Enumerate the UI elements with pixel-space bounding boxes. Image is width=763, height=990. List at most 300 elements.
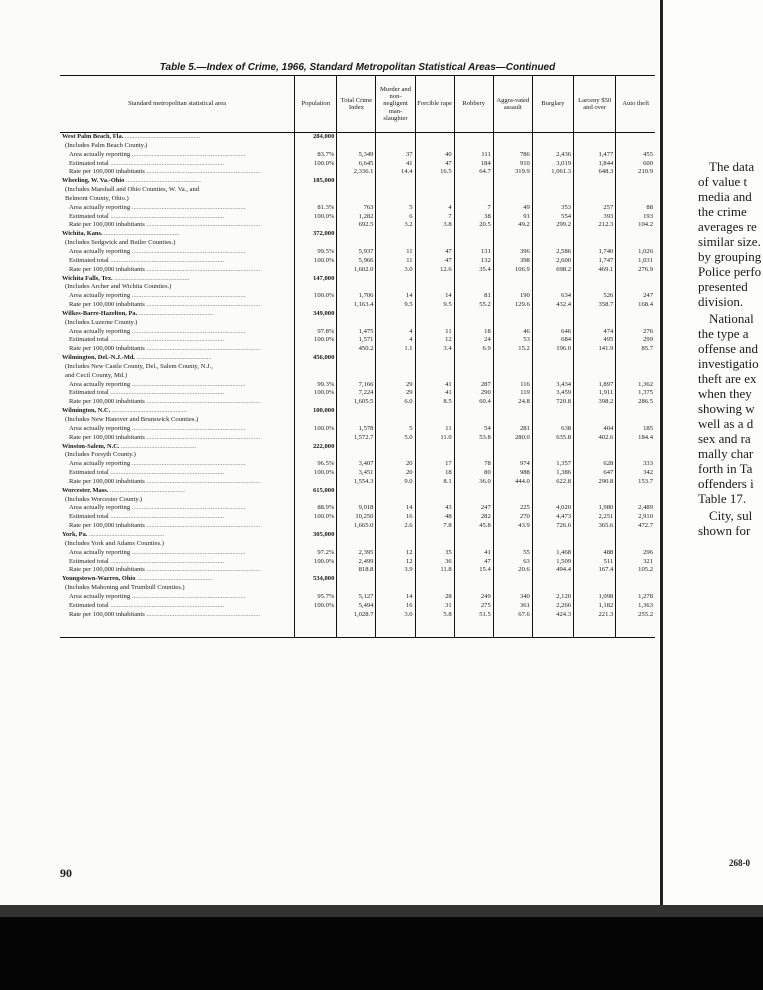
empty-cell: [493, 407, 532, 416]
empty-cell: [415, 531, 454, 540]
row-label-cell: [60, 425, 295, 434]
row-value: 1,605.5: [337, 398, 376, 407]
row-value: 20: [376, 469, 415, 478]
row-value: 14.4: [376, 168, 415, 177]
empty-cell: [616, 283, 655, 292]
empty-cell: [574, 628, 616, 637]
area-note-row: [60, 186, 655, 195]
empty-cell: [616, 372, 655, 381]
facing-page-line: similar size.: [698, 234, 761, 249]
empty-cell: [415, 487, 454, 496]
row-value: 5.0: [376, 434, 415, 443]
area-name: Worcester, Mass. .....: [62, 487, 185, 494]
empty-cell: [415, 407, 454, 416]
row-value: 635.8: [532, 434, 573, 443]
row-value: 5: [376, 425, 415, 434]
row-value: 12: [376, 549, 415, 558]
table-row: [60, 221, 655, 230]
table-row: [60, 345, 655, 354]
empty-cell: [376, 310, 415, 319]
row-value: 7.8: [415, 522, 454, 531]
row-value: 1,602.0: [337, 266, 376, 275]
empty-cell: [454, 354, 493, 363]
area-population: 185,000: [295, 177, 337, 186]
empty-cell: [493, 195, 532, 204]
row-value: 726.6: [532, 522, 573, 531]
row-value: 353: [532, 204, 573, 213]
empty-cell: [337, 142, 376, 151]
area-name: Wilmington, N.C. .....: [62, 407, 187, 414]
empty-cell: [493, 363, 532, 372]
area-note: (Includes New Hanover and Brunswick Counties.): [65, 416, 199, 423]
empty-cell: [295, 496, 337, 505]
row-value: 404: [574, 425, 616, 434]
empty-cell: [376, 628, 415, 637]
empty-cell: [532, 628, 573, 637]
row-value: 12: [415, 336, 454, 345]
row-label-cell: [60, 292, 295, 301]
row-value: 88: [616, 204, 655, 213]
row-value: 1,362: [616, 381, 655, 390]
table-row: [60, 504, 655, 513]
area-row: [60, 310, 655, 319]
empty-cell: [454, 275, 493, 284]
row-label: Rate per 100,000 inhabitants .....: [69, 168, 260, 175]
table-spacer-row: [60, 628, 655, 637]
row-label-cell: [60, 381, 295, 390]
row-value: 35: [415, 549, 454, 558]
table-row: [60, 513, 655, 522]
area-row: [60, 575, 655, 584]
row-value: 106.9: [493, 266, 532, 275]
row-value: 1,098: [574, 593, 616, 602]
col-header-total: Total Crime Index: [337, 76, 376, 133]
area-note: (Includes Forsyth County.): [65, 451, 136, 459]
row-label-cell: [60, 301, 295, 310]
row-value: 1,665.0: [337, 522, 376, 531]
row-value: 78: [454, 460, 493, 469]
table-row: [60, 336, 655, 345]
row-value: 290: [454, 389, 493, 398]
empty-cell: [493, 275, 532, 284]
empty-cell: [295, 195, 337, 204]
row-value: 116: [493, 381, 532, 390]
row-value: 1,571: [337, 336, 376, 345]
area-note: (Includes Archer and Wichita Counties.): [65, 283, 172, 291]
area-name: York, Pa. .....: [62, 531, 164, 538]
empty-cell: [415, 372, 454, 381]
empty-cell: [337, 416, 376, 425]
facing-page-line: when they: [698, 386, 752, 401]
row-value: 43.9: [493, 522, 532, 531]
row-value: 2,395: [337, 549, 376, 558]
row-label-cell: [60, 160, 295, 169]
row-value: 51.5: [454, 611, 493, 620]
row-value: 396: [493, 248, 532, 257]
area-row: [60, 177, 655, 186]
row-value: 1,363: [616, 602, 655, 611]
empty-cell: [574, 372, 616, 381]
row-value: 16: [376, 602, 415, 611]
row-value: 18: [454, 328, 493, 337]
table-row: [60, 301, 655, 310]
row-value: 3,019: [532, 160, 573, 169]
area-row: [60, 275, 655, 284]
row-value: 1,357: [532, 460, 573, 469]
empty-cell: [616, 584, 655, 593]
col-header-murder: Murder and non-negligent man-slaughter: [376, 76, 415, 133]
row-pct: 100.0%: [295, 160, 337, 169]
empty-cell: [454, 186, 493, 195]
empty-cell: [60, 619, 295, 628]
row-value: 1,897: [574, 381, 616, 390]
row-value: 8.5: [415, 398, 454, 407]
row-value: 647: [574, 469, 616, 478]
row-label: Estimated total .....: [69, 389, 224, 396]
row-value: 526: [574, 292, 616, 301]
empty-cell: [493, 496, 532, 505]
empty-cell: [376, 451, 415, 460]
empty-cell: [493, 487, 532, 496]
row-pct: [295, 522, 337, 531]
empty-cell: [493, 416, 532, 425]
empty-cell: [493, 186, 532, 195]
row-value: 212.3: [574, 221, 616, 230]
row-label-cell: [60, 257, 295, 266]
row-value: 41: [415, 389, 454, 398]
empty-cell: [574, 239, 616, 248]
row-label: Rate per 100,000 inhabitants .....: [69, 301, 260, 308]
row-value: 469.1: [574, 266, 616, 275]
empty-cell: [532, 283, 573, 292]
empty-cell: [493, 584, 532, 593]
empty-cell: [415, 239, 454, 248]
row-value: 4,473: [532, 513, 573, 522]
empty-cell: [415, 496, 454, 505]
area-row: [60, 531, 655, 540]
row-value: 255.2: [616, 611, 655, 620]
row-value: 167.4: [574, 566, 616, 575]
empty-cell: [337, 531, 376, 540]
empty-cell: [376, 487, 415, 496]
row-label: Rate per 100,000 inhabitants .....: [69, 522, 260, 529]
empty-cell: [616, 186, 655, 195]
row-label-cell: [60, 213, 295, 222]
row-value: 3.2: [376, 221, 415, 230]
empty-cell: [574, 186, 616, 195]
empty-cell: [376, 275, 415, 284]
row-value: 12: [376, 558, 415, 567]
empty-cell: [574, 275, 616, 284]
empty-cell: [493, 142, 532, 151]
empty-cell: [574, 540, 616, 549]
empty-cell: [616, 319, 655, 328]
table-row: [60, 469, 655, 478]
facing-page-line: sex and ra: [698, 431, 751, 446]
row-value: 1,554.3: [337, 478, 376, 487]
row-label: Rate per 100,000 inhabitants .....: [69, 266, 260, 273]
row-value: 104.2: [616, 221, 655, 230]
facing-page-line: Table 17.: [698, 491, 747, 506]
empty-cell: [616, 363, 655, 372]
col-header-rape: Forcible rape: [415, 76, 454, 133]
row-pct: 96.5%: [295, 460, 337, 469]
row-value: 7,224: [337, 389, 376, 398]
empty-cell: [532, 230, 573, 239]
row-value: 14: [415, 292, 454, 301]
row-value: 41: [376, 160, 415, 169]
row-value: 168.4: [616, 301, 655, 310]
row-value: 119: [493, 389, 532, 398]
empty-cell: [574, 354, 616, 363]
row-value: 2.6: [376, 522, 415, 531]
empty-cell: [337, 319, 376, 328]
row-value: 2,600: [532, 257, 573, 266]
row-value: 3,407: [337, 460, 376, 469]
row-value: 11: [415, 425, 454, 434]
row-value: 18: [415, 469, 454, 478]
empty-cell: [574, 195, 616, 204]
row-value: 455: [616, 151, 655, 160]
empty-cell: [454, 195, 493, 204]
area-note-row: [60, 584, 655, 593]
row-value: 53: [493, 336, 532, 345]
row-value: 54: [454, 425, 493, 434]
empty-cell: [532, 195, 573, 204]
empty-cell: [454, 239, 493, 248]
row-pct: [295, 345, 337, 354]
row-value: 91: [493, 213, 532, 222]
empty-cell: [493, 354, 532, 363]
col-header-assault: Aggra-vated assault: [493, 76, 532, 133]
empty-cell: [493, 372, 532, 381]
area-population: 349,000: [295, 310, 337, 319]
row-value: 2,436: [532, 151, 573, 160]
table-row: [60, 566, 655, 575]
row-label-cell: [60, 151, 295, 160]
row-value: 29: [376, 389, 415, 398]
empty-cell: [454, 310, 493, 319]
empty-cell: [415, 142, 454, 151]
empty-cell: [376, 540, 415, 549]
facing-page-line: forth in Ta: [698, 461, 753, 476]
row-value: 974: [493, 460, 532, 469]
empty-cell: [532, 354, 573, 363]
row-value: 600: [616, 160, 655, 169]
empty-cell: [415, 443, 454, 452]
empty-cell: [376, 416, 415, 425]
row-value: 9.5: [415, 301, 454, 310]
empty-cell: [616, 540, 655, 549]
empty-cell: [574, 319, 616, 328]
row-value: 4: [415, 204, 454, 213]
facing-page-line: Police perfo: [698, 264, 762, 279]
row-value: 2,120: [532, 593, 573, 602]
row-label-cell: [60, 549, 295, 558]
empty-cell: [376, 575, 415, 584]
row-value: 85.7: [616, 345, 655, 354]
empty-cell: [574, 133, 616, 142]
empty-cell: [532, 275, 573, 284]
row-value: 11: [376, 248, 415, 257]
empty-cell: [532, 619, 573, 628]
empty-cell: [454, 230, 493, 239]
row-pct: 100.0%: [295, 292, 337, 301]
empty-cell: [616, 239, 655, 248]
empty-cell: [574, 443, 616, 452]
area-population: 284,000: [295, 133, 337, 142]
row-value: 1,578: [337, 425, 376, 434]
empty-cell: [415, 540, 454, 549]
area-note: (Includes York and Adams Counties.): [65, 539, 164, 547]
row-value: 16.5: [415, 168, 454, 177]
empty-cell: [376, 354, 415, 363]
row-pct: [295, 566, 337, 575]
empty-cell: [337, 230, 376, 239]
row-value: 7,166: [337, 381, 376, 390]
row-label: Rate per 100,000 inhabitants .....: [69, 221, 260, 228]
empty-cell: [295, 363, 337, 372]
table-row: [60, 398, 655, 407]
row-value: 63: [493, 558, 532, 567]
empty-cell: [415, 230, 454, 239]
row-value: 763: [337, 204, 376, 213]
table-row: [60, 460, 655, 469]
empty-cell: [616, 195, 655, 204]
row-label-cell: [60, 602, 295, 611]
row-value: 684: [532, 336, 573, 345]
area-row: [60, 133, 655, 142]
row-label-cell: [60, 434, 295, 443]
row-value: 257: [574, 204, 616, 213]
empty-cell: [493, 540, 532, 549]
empty-cell: [415, 177, 454, 186]
row-value: 495: [574, 336, 616, 345]
empty-cell: [376, 619, 415, 628]
row-value: 24.8: [493, 398, 532, 407]
empty-cell: [532, 363, 573, 372]
empty-cell: [295, 319, 337, 328]
row-label-cell: [60, 469, 295, 478]
area-row: [60, 354, 655, 363]
empty-cell: [376, 363, 415, 372]
facing-page-line: of value t: [698, 174, 748, 189]
empty-cell: [337, 239, 376, 248]
row-value: 4: [376, 328, 415, 337]
row-value: 698.2: [532, 266, 573, 275]
row-value: 141.9: [574, 345, 616, 354]
empty-cell: [574, 451, 616, 460]
empty-cell: [337, 443, 376, 452]
area-name: Winston-Salem, N.C. .....: [62, 443, 196, 450]
facing-page-line: averages re: [698, 219, 757, 234]
empty-cell: [532, 487, 573, 496]
empty-cell: [574, 416, 616, 425]
area-population: 147,000: [295, 275, 337, 284]
row-pct: [295, 434, 337, 443]
row-value: 1,980: [574, 504, 616, 513]
row-value: 1,386: [532, 469, 573, 478]
area-name-cell: [60, 354, 295, 363]
row-value: 20: [376, 460, 415, 469]
row-pct: [295, 301, 337, 310]
empty-cell: [295, 372, 337, 381]
row-pct: 99.5%: [295, 248, 337, 257]
empty-cell: [337, 407, 376, 416]
empty-cell: [415, 195, 454, 204]
empty-cell: [415, 310, 454, 319]
empty-cell: [454, 487, 493, 496]
row-value: 910: [493, 160, 532, 169]
row-value: 129.6: [493, 301, 532, 310]
empty-cell: [337, 540, 376, 549]
row-value: 319.9: [493, 168, 532, 177]
empty-cell: [493, 177, 532, 186]
area-name: Wichita, Kans. .....: [62, 230, 179, 237]
row-label-cell: [60, 566, 295, 575]
table-row: [60, 328, 655, 337]
row-label-cell: [60, 266, 295, 275]
row-value: 321: [616, 558, 655, 567]
area-note-row: [60, 319, 655, 328]
empty-cell: [616, 407, 655, 416]
empty-cell: [493, 531, 532, 540]
row-value: 488: [574, 549, 616, 558]
empty-cell: [532, 416, 573, 425]
row-value: 47: [415, 257, 454, 266]
empty-cell: [532, 133, 573, 142]
row-value: 40: [415, 151, 454, 160]
facing-page-line: mally char: [698, 446, 754, 461]
row-label: Area actually reporting .....: [69, 504, 246, 511]
row-label-cell: [60, 336, 295, 345]
area-population: 100,000: [295, 407, 337, 416]
facing-page-line: investigatio: [698, 356, 759, 371]
scan-edge-shadow: [0, 905, 763, 917]
empty-cell: [454, 443, 493, 452]
row-value: 1,706: [337, 292, 376, 301]
empty-cell: [616, 177, 655, 186]
empty-cell: [616, 416, 655, 425]
row-value: 2,251: [574, 513, 616, 522]
row-value: 1,747: [574, 257, 616, 266]
empty-cell: [574, 575, 616, 584]
empty-cell: [493, 443, 532, 452]
empty-cell: [532, 575, 573, 584]
empty-cell: [376, 319, 415, 328]
empty-cell: [337, 575, 376, 584]
row-value: 6,645: [337, 160, 376, 169]
row-value: 41: [454, 549, 493, 558]
row-value: 1,375: [616, 389, 655, 398]
area-population: 305,000: [295, 531, 337, 540]
empty-cell: [532, 584, 573, 593]
col-header-robbery: Robbery: [454, 76, 493, 133]
empty-cell: [616, 628, 655, 637]
row-value: 628: [574, 460, 616, 469]
empty-cell: [493, 133, 532, 142]
row-value: 299: [616, 336, 655, 345]
table-row: [60, 204, 655, 213]
row-value: 132: [454, 257, 493, 266]
row-value: 786: [493, 151, 532, 160]
row-value: 64.7: [454, 168, 493, 177]
row-value: 31: [415, 602, 454, 611]
row-value: 290.8: [574, 478, 616, 487]
area-note-row: [60, 451, 655, 460]
area-name-cell: [60, 531, 295, 540]
col-header-burglary: Burglary: [532, 76, 573, 133]
